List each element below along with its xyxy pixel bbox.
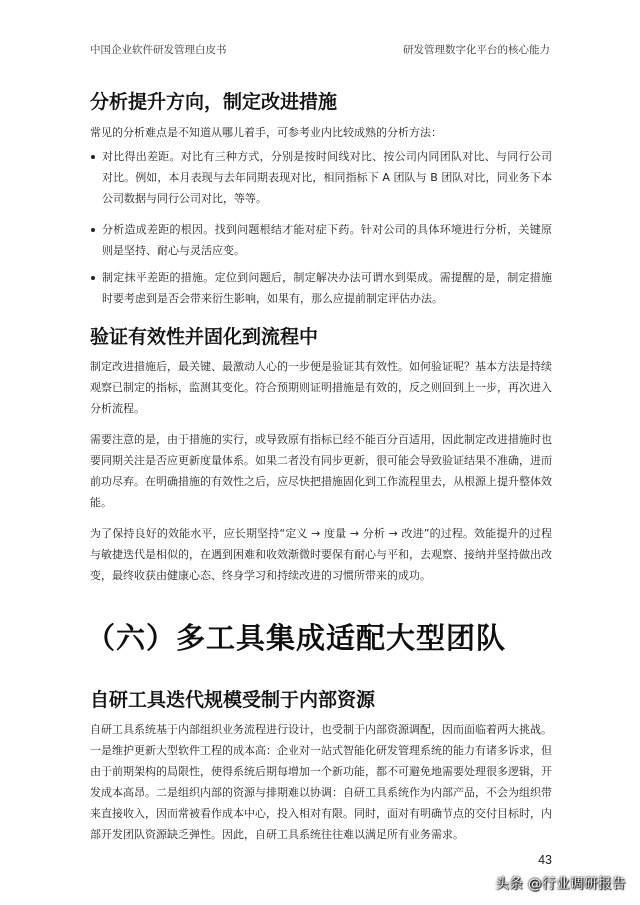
section-heading-analysis: 分析提升方向，制定改进措施 [90, 91, 338, 113]
list-item: 制定抹平差距的措施。定位到问题后，制定解决办法可谓水到渠成。需提醒的是，制定措施时要考虑到是否会带来衍生影响，如果有，那么应提前制定评估办法。 [90, 267, 552, 309]
list-item: 分析造成差距的根因。找到问题根结才能对症下药。针对公司的具体环境进行分析，关键原则是坚持、耐心与灵活应变。 [90, 219, 552, 261]
header-chapter-title: 研发管理数字化平台的核心能力 [403, 44, 550, 56]
section-intro: 常见的分析难点是不知道从哪儿着手，可参考业内比较成熟的分析方法： [90, 126, 442, 139]
page-header [90, 42, 550, 58]
watermark: 头条 @行业调研报告 [495, 876, 626, 892]
section-heading-self-developed: 自研工具迭代规模受制于内部资源 [90, 689, 376, 711]
paragraph: 自研工具系统基于内部组织业务流程进行设计，也受制于内部资源调配，因而面临着两大挑战。一是维护更新大型软件工程的成本高：企业对一站式智能化研发管理系统的能力有诸多诉求，但由于前期架构的局限性，使得系统后期每增加一个新功能，都不可避免地需要处理很多逻辑，开发成本高昂。二是组织内部的资源与排期难以协调：自研工具系统作为内部产品，不会为组织带来直接收入，因而常被看作成本中心，投入相对有限。同时，面对有明确节点的交付目标时，内部开发团队资源缺乏弹性。因此，自研工具系统往往难以满足所有业务需求。 [90, 723, 552, 841]
analysis-method-list [90, 146, 552, 309]
page-content [86, 88, 552, 845]
paragraph: 为了保持良好的效能水平，应长期坚持“定义 → 度量 → 分析 → 改进”的过程。效能提升的过程与敏捷迭代是相似的，在遇到困难和收效渐微时要保有耐心与平和，去观察、接纳并坚持做出改变，最终收获由健康心态、终身学习和持续改进的习惯所带来的成功。 [90, 527, 552, 582]
section-heading-verify: 验证有效性并固化到流程中 [90, 326, 319, 348]
list-item: 对比得出差距。对比有三种方式，分别是按时间线对比、按公司内同团队对比、与同行公司对比。例如，本月表现与去年同期表现对比，相同指标下 A 团队与 B 团队对比，同业务下本公司数据与同行公司对比，等等。 [90, 146, 552, 209]
paragraph: 需要注意的是，由于措施的实行，或导致原有指标已经不能百分百适用，因此制定改进措施时也要同期关注是否应更新度量体系。如果二者没有同步更新，很可能会导致验证结果不准确，进而前功尽弃。在明确措施的有效性之后，应尽快把措施固化到工作流程里去，从根源上提升整体效能。 [90, 433, 552, 509]
paragraph: 制定改进措施后，最关键、最激动人心的一步便是验证其有效性。如何验证呢？基本方法是持续观察已制定的指标，监测其变化。符合预期则证明措施是有效的，反之则回到上一步，再次进入分析流程。 [90, 360, 552, 415]
header-document-title: 中国企业软件研发管理白皮书 [90, 44, 227, 56]
chapter-heading: （六）多工具集成适配大型团队 [86, 621, 507, 655]
page-number: 43 [538, 853, 552, 867]
